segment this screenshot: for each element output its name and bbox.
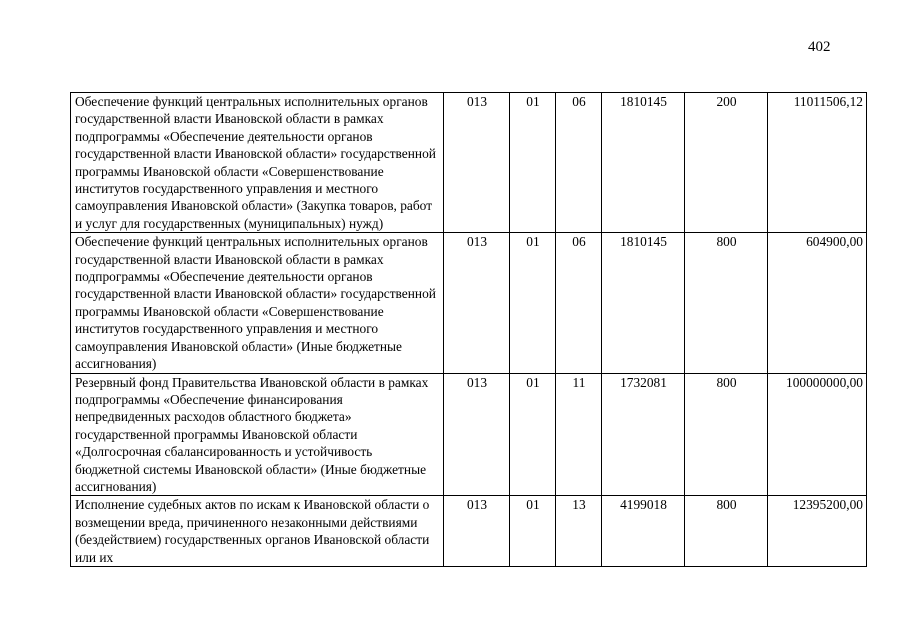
target-code: 1732081 xyxy=(602,373,685,496)
page-number: 402 xyxy=(808,39,831,55)
target-code: 1810145 xyxy=(602,233,685,373)
row-description: Обеспечение функций центральных исполнительных органов государственной власти Ивановской области в рамках подпрограммы «Обеспечение деятельности органов государственной власти Ивановской области» государственной программы Ивановской области «Совершенствование институтов государственного управления и местного самоуправления Ивановской области» (Закупка товаров, работ и услуг для государственных (муниципальных) нужд) xyxy=(71,93,444,233)
expense-type-code: 800 xyxy=(685,233,768,373)
ministry-code: 013 xyxy=(444,93,510,233)
subsection-code: 06 xyxy=(556,93,602,233)
subsection-code: 06 xyxy=(556,233,602,373)
section-code: 01 xyxy=(510,373,556,496)
amount-value: 11011506,12 xyxy=(768,93,867,233)
amount-value: 12395200,00 xyxy=(768,496,867,567)
amount-value: 604900,00 xyxy=(768,233,867,373)
section-code: 01 xyxy=(510,496,556,567)
section-code: 01 xyxy=(510,93,556,233)
expense-type-code: 200 xyxy=(685,93,768,233)
row-description: Исполнение судебных актов по искам к Ивановской области о возмещении вреда, причиненного незаконными действиями (бездействием) государственных органов Ивановской области или их xyxy=(71,496,444,567)
target-code: 4199018 xyxy=(602,496,685,567)
row-description: Обеспечение функций центральных исполнительных органов государственной власти Ивановской области в рамках подпрограммы «Обеспечение деятельности органов государственной власти Ивановской области» государственной программы Ивановской области «Совершенствование институтов государственного управления и местного самоуправления Ивановской области» (Иные бюджетные ассигнования) xyxy=(71,233,444,373)
section-code: 01 xyxy=(510,233,556,373)
subsection-code: 13 xyxy=(556,496,602,567)
expense-type-code: 800 xyxy=(685,373,768,496)
target-code: 1810145 xyxy=(602,93,685,233)
subsection-code: 11 xyxy=(556,373,602,496)
ministry-code: 013 xyxy=(444,233,510,373)
table-row xyxy=(71,233,867,373)
budget-table xyxy=(70,92,867,567)
table-row xyxy=(71,373,867,496)
ministry-code: 013 xyxy=(444,496,510,567)
row-description: Резервный фонд Правительства Ивановской области в рамках подпрограммы «Обеспечение финансирования непредвиденных расходов областного бюджета» государственной программы Ивановской области «Долгосрочная сбалансированность и устойчивость бюджетной системы Ивановской области» (Иные бюджетные ассигнования) xyxy=(71,373,444,496)
table-row xyxy=(71,496,867,567)
expense-type-code: 800 xyxy=(685,496,768,567)
ministry-code: 013 xyxy=(444,373,510,496)
table-row xyxy=(71,93,867,233)
amount-value: 100000000,00 xyxy=(768,373,867,496)
